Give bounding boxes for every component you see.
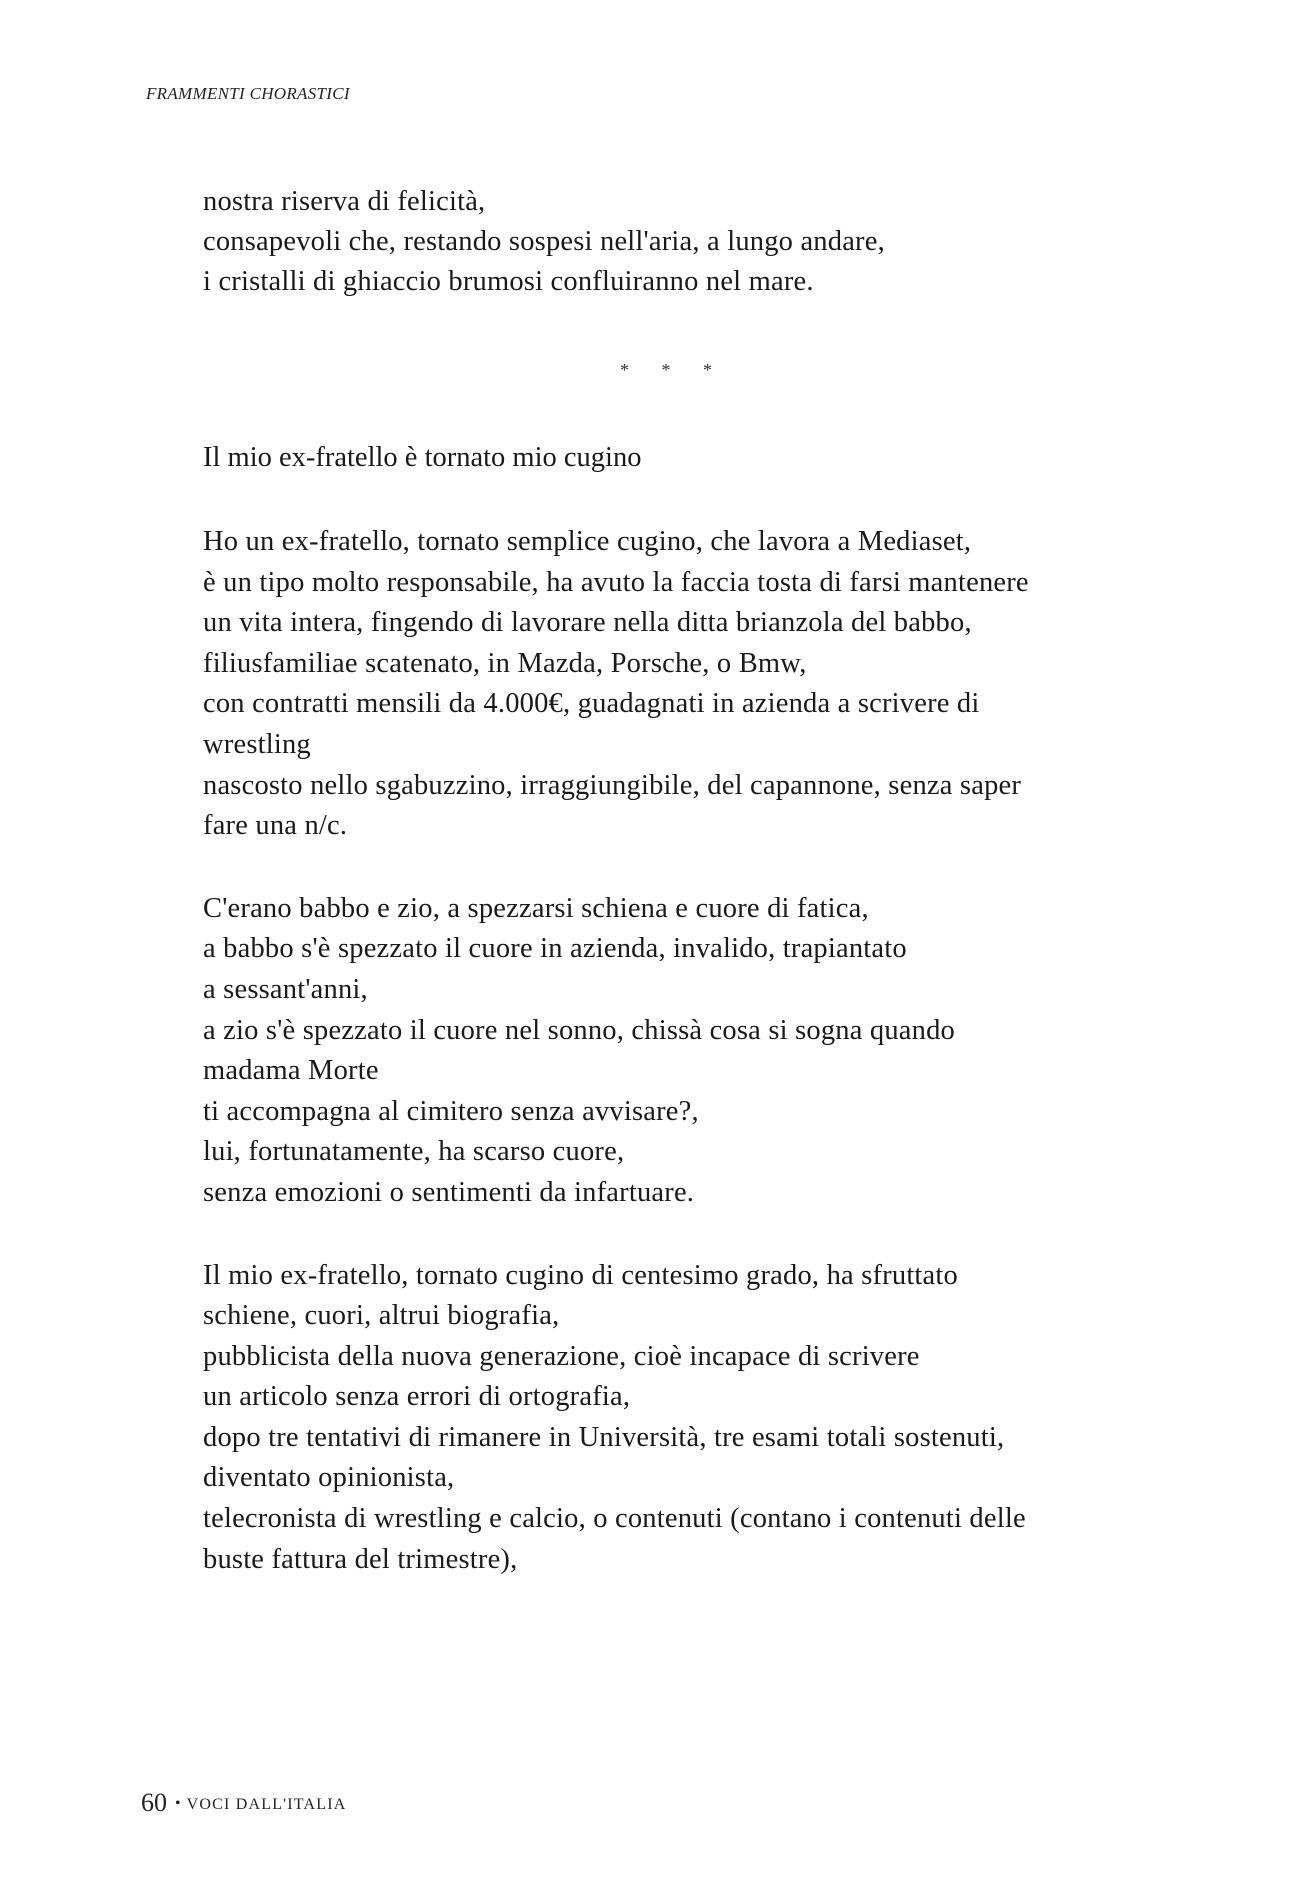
verse-line: pubblicista della nuova generazione, cioè incapace di scrivere: [203, 1340, 920, 1372]
poem-body: [203, 522, 1203, 1580]
verse-line: wrestling: [203, 728, 311, 760]
verse-line: Il mio ex-fratello, tornato cugino di centesimo grado, ha sfruttato: [203, 1259, 958, 1291]
stanza-2: [203, 889, 1203, 1214]
page-number: 60: [141, 1788, 167, 1817]
section-separator: * * *: [620, 360, 726, 380]
verse-line: un articolo senza errori di ortografia,: [203, 1381, 631, 1413]
stanza-3: [203, 1256, 1203, 1581]
verse-line: filiusfamiliae scatenato, in Mazda, Porsche, o Bmw,: [203, 647, 807, 679]
stanza-1: [203, 522, 1203, 847]
verse-line: fare una n/c.: [203, 810, 348, 842]
verse-line: dopo tre tentativi di rimanere in Università, tre esami totali sostenuti,: [203, 1421, 1005, 1453]
verse-line: schiene, cuori, altrui biografia,: [203, 1300, 560, 1332]
footer-bullet: •: [175, 1795, 181, 1812]
journal-title: VOCI DALL'ITALIA: [186, 1796, 347, 1813]
verse-line: buste fattura del trimestre),: [203, 1543, 518, 1575]
verse-line: è un tipo molto responsabile, ha avuto la faccia tosta di farsi mantenere: [203, 566, 1029, 598]
page-footer: [141, 1788, 347, 1818]
verse-line: i cristalli di ghiaccio brumosi confluiranno nel mare.: [203, 266, 814, 297]
verse-line: con contratti mensili da 4.000€, guadagnati in azienda a scrivere di: [203, 688, 980, 720]
verse-line: un vita intera, fingendo di lavorare nella ditta brianzola del babbo,: [203, 607, 972, 639]
verse-line: a babbo s'è spezzato il cuore in azienda, invalido, trapiantato: [203, 933, 907, 965]
verse-line: telecronista di wrestling e calcio, o contenuti (contano i contenuti delle: [203, 1503, 1026, 1535]
stanza-gap: [203, 847, 1203, 889]
verse-line: diventato opinionista,: [203, 1462, 455, 1494]
verse-line: senza emozioni o sentimenti da infartuare.: [203, 1176, 695, 1208]
verse-line: Ho un ex-fratello, tornato semplice cugino, che lavora a Mediaset,: [203, 526, 972, 557]
verse-line: nostra riserva di felicità,: [203, 186, 486, 217]
running-head: FRAMMENTI CHORASTICI: [146, 84, 350, 103]
verse-line: consapevoli che, restando sospesi nell'aria, a lungo andare,: [203, 226, 885, 257]
verse-line: a sessant'anni,: [203, 973, 368, 1005]
poem-title: Il mio ex-fratello è tornato mio cugino: [203, 442, 642, 473]
verse-line: madama Morte: [203, 1055, 379, 1087]
stanza-gap: [203, 1214, 1203, 1256]
verse-line: nascosto nello sgabuzzino, irraggiungibile, del capannone, senza saper: [203, 769, 1022, 801]
opening-fragment: [203, 182, 1183, 302]
verse-line: a zio s'è spezzato il cuore nel sonno, chissà cosa si sogna quando: [203, 1014, 956, 1046]
verse-line: lui, fortunatamente, ha scarso cuore,: [203, 1136, 625, 1168]
verse-line: ti accompagna al cimitero senza avvisare?,: [203, 1095, 699, 1127]
verse-line: C'erano babbo e zio, a spezzarsi schiena e cuore di fatica,: [203, 892, 869, 924]
